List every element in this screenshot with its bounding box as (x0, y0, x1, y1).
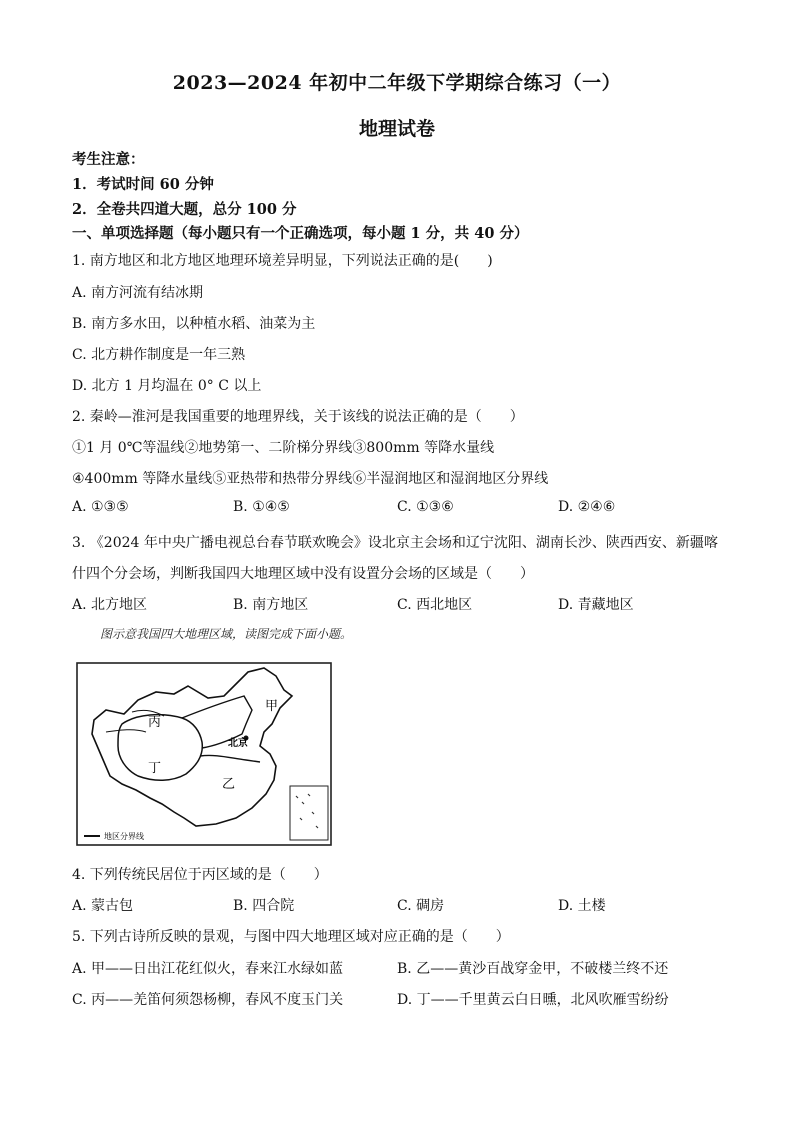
q2-line-1: ①1 月 0℃等温线②地势第一、二阶梯分界线③800mm 等降水量线 (72, 440, 495, 456)
q4-option-c: C. 碉房 (397, 898, 445, 914)
notice-heading: 考生注意： (72, 151, 145, 168)
q3-option-d: D. 青藏地区 (558, 597, 634, 613)
notice-item-2: 2．全卷共四道大题，总分 100 分 (72, 201, 297, 218)
beijing-label: 北京 (228, 738, 248, 749)
q5-option-d: D. 丁——千里黄云白日曛，北风吹雁雪纷纷 (397, 992, 669, 1008)
q1-option-c: C. 北方耕作制度是一年三熟 (72, 347, 246, 363)
q2-option-c: C. ①③⑥ (397, 499, 454, 515)
section-1-heading: 一、单项选择题（每小题只有一个正确选项，每小题 1 分，共 40 分） (72, 225, 529, 242)
legend-label: 地区分界线 (104, 832, 144, 841)
q3-option-c: C. 西北地区 (397, 597, 473, 613)
map-instruction: 图示意我国四大地理区域，读图完成下面小题。 (100, 627, 353, 641)
q1-option-b: B. 南方多水田，以种植水稻、油菜为主 (72, 316, 316, 332)
notice-item-1: 1．考试时间 60 分钟 (72, 176, 214, 193)
region-label-yi: 乙 (222, 777, 236, 792)
exam-subtitle: 地理试卷 (358, 118, 435, 140)
q4-option-b: B. 四合院 (233, 898, 295, 914)
q2-line-2: ④400mm 等降水量线⑤亚热带和热带分界线⑥半湿润地区和湿润地区分界线 (72, 471, 549, 487)
q2-option-d: D. ②④⑥ (558, 499, 616, 515)
q3-option-a: A. 北方地区 (72, 597, 148, 613)
q5-option-a: A. 甲——日出江花红似火，春来江水绿如蓝 (72, 961, 344, 977)
q3-stem-line-2: 什四个分会场，判断我国四大地理区域中没有设置分会场的区域是（ ） (72, 566, 534, 582)
q2-option-a: A. ①③⑤ (72, 499, 129, 515)
south-china-sea-inset (290, 786, 328, 840)
q3-option-b: B. 南方地区 (233, 597, 309, 613)
exam-title: 2023—2024 年初中二年级下学期综合练习（一） (172, 72, 622, 94)
q4-stem: 4. 下列传统民居位于丙区域的是（ ） (72, 867, 328, 883)
q4-option-a: A. 蒙古包 (72, 898, 134, 914)
q5-option-c: C. 丙——羌笛何须怨杨柳，春风不度玉门关 (72, 992, 344, 1008)
q3-stem-line-1: 3. 《2024 年中央广播电视总台春节联欢晚会》设北京主会场和辽宁沈阳、湖南长沙、陕西西安、新疆喀 (72, 535, 718, 551)
q5-option-b: B. 乙——黄沙百战穿金甲，不破楼兰终不还 (397, 961, 669, 977)
q4-option-d: D. 土楼 (558, 898, 606, 914)
q2-stem: 2. 秦岭—淮河是我国重要的地理界线，关于该线的说法正确的是（ ） (72, 409, 524, 425)
region-label-bing: 丙 (148, 715, 162, 730)
q2-option-b: B. ①④⑤ (233, 499, 290, 515)
region-label-ding: 丁 (148, 761, 162, 776)
q1-option-d: D. 北方 1 月均温在 0° C 以上 (72, 378, 262, 394)
q5-stem: 5. 下列古诗所反映的景观，与图中四大地理区域对应正确的是（ ） (72, 929, 510, 945)
q1-stem: 1. 南方地区和北方地区地理环境差异明显，下列说法正确的是( ) (72, 253, 493, 269)
q1-option-a: A. 南方河流有结冰期 (72, 285, 204, 301)
china-regions-map (76, 662, 332, 846)
region-label-jia: 甲 (265, 699, 279, 714)
